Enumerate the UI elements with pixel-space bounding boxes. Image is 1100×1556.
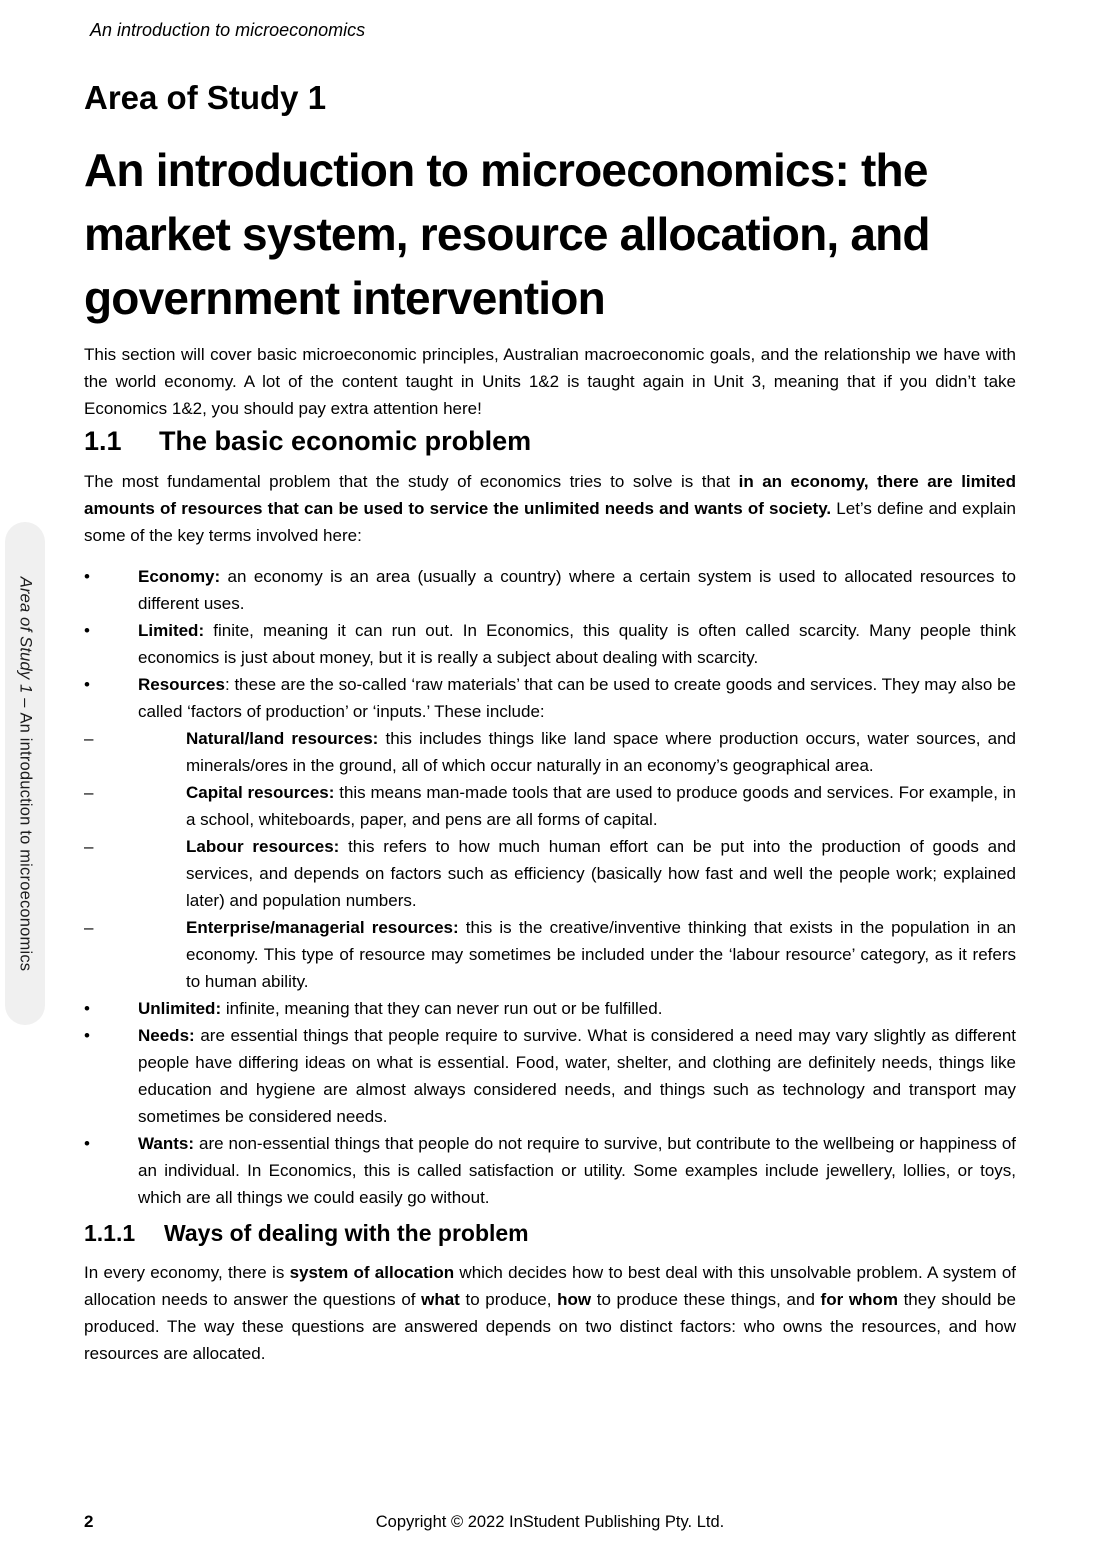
list-item-needs bbox=[84, 1022, 1016, 1130]
section-1-1-title: The basic economic problem bbox=[159, 426, 532, 456]
section-1-1-1-title: Ways of dealing with the problem bbox=[164, 1220, 529, 1246]
section-1-1-1-number: 1.1.1 bbox=[84, 1220, 136, 1246]
area-of-study-heading: Area of Study 1 bbox=[84, 79, 327, 116]
list-item-economy bbox=[84, 563, 1016, 617]
list-item-text: Economy: an economy is an area (usually a country) where a certain system is used to allocated resources to different uses. bbox=[138, 567, 1016, 613]
side-tab-label: Area of Study 1 – An introduction to microeconomics bbox=[16, 576, 35, 971]
page-title: An introduction to microeconomics: the market system, resource allocation, and government intervention bbox=[84, 144, 930, 324]
sublist-item-labour-resources bbox=[84, 833, 1016, 914]
page-number: 2 bbox=[84, 1512, 94, 1531]
copyright-notice: Copyright © 2022 InStudent Publishing Pty. Ltd. bbox=[375, 1513, 725, 1531]
main-column bbox=[84, 0, 1016, 1367]
list-item-text: Wants: are non-essential things that people do not require to survive, but contribute to the wellbeing or happiness of an individual. In Economics, this is called satisfaction or utility. Some examples include jewellery, lollies, or toys, which are all things we could easily go without. bbox=[138, 1134, 1016, 1207]
list-item-resources bbox=[84, 671, 1016, 725]
section-1-1-number: 1.1 bbox=[84, 426, 122, 456]
bullet-marker: • bbox=[84, 621, 90, 640]
list-item-limited bbox=[84, 617, 1016, 671]
bullet-marker: • bbox=[84, 999, 90, 1018]
bullet-marker: • bbox=[84, 1026, 90, 1045]
sublist-item-text: Capital resources: this means man-made tools that are used to produce goods and services. For example, in a school, whiteboards, paper, and pens are all forms of capital. bbox=[186, 783, 1016, 829]
dash-marker: – bbox=[84, 783, 94, 802]
sublist-item-capital-resources bbox=[84, 779, 1016, 833]
list-item-wants bbox=[84, 1130, 1016, 1211]
bullet-marker: • bbox=[84, 567, 90, 586]
list-item-text: Resources: these are the so-called ‘raw materials’ that can be used to create goods and services. They may also be called ‘factors of production’ or ‘inputs.’ These include: bbox=[138, 675, 1016, 721]
list-item-text: Limited: finite, meaning it can run out. In Economics, this quality is often called scarcity. Many people think economics is just about money, but it is really a subject about dealing with scarcity. bbox=[138, 621, 1016, 667]
list-item-text: Unlimited: infinite, meaning that they can never run out or be fulfilled. bbox=[138, 999, 663, 1018]
dash-marker: – bbox=[84, 729, 94, 748]
list-item-text: Needs: are essential things that people require to survive. What is considered a need may vary slightly as different people have differing ideas on what is essential. Food, water, shelter, and clothing are definitely needs, things like education and hygiene are almost always considered needs, and things such as technology and transport may sometimes be considered needs. bbox=[138, 1026, 1016, 1126]
sublist-item-enterprise-resources bbox=[84, 914, 1016, 995]
section-1-1-lead-paragraph: The most fundamental problem that the study of economics tries to solve is that in an economy, there are limited amounts of resources that can be used to service the unlimited needs and wants of society. Let’s define and explain some of the key terms involved here: bbox=[84, 472, 1016, 545]
sublist-item-natural-land-resources bbox=[84, 725, 1016, 779]
page-footer bbox=[84, 1510, 1016, 1534]
section-1-1-heading bbox=[84, 426, 1016, 457]
side-tab bbox=[5, 522, 45, 1025]
running-header: An introduction to microeconomics bbox=[90, 20, 366, 40]
section-1-1-1-paragraph: In every economy, there is system of allocation which decides how to best deal with this unsolvable problem. A system of allocation needs to answer the questions of what to produce, how to produce these things, and for whom they should be produced. The way these questions are answered depends on two distinct factors: who owns the resources, and how resources are allocated. bbox=[84, 1263, 1016, 1363]
key-terms-list bbox=[84, 563, 1016, 1211]
bullet-marker: • bbox=[84, 1134, 90, 1153]
dash-marker: – bbox=[84, 837, 94, 856]
bullet-marker: • bbox=[84, 675, 90, 694]
dash-marker: – bbox=[84, 918, 94, 937]
sublist-item-text: Natural/land resources: this includes things like land space where production occurs, water sources, and minerals/ores in the ground, all of which occur naturally in an economy’s geographical area. bbox=[186, 729, 1016, 775]
sublist-item-text: Labour resources: this refers to how much human effort can be put into the production of goods and services, and depends on factors such as efficiency (basically how fast and well the people work; explained later) and population numbers. bbox=[186, 837, 1016, 910]
section-1-1-1-heading bbox=[84, 1219, 1016, 1247]
sublist-item-text: Enterprise/managerial resources: this is the creative/inventive thinking that exists in the population in an economy. This type of resource may sometimes be included under the ‘labour resource’ category, as it refers to human ability. bbox=[186, 918, 1016, 991]
list-item-unlimited bbox=[84, 995, 1016, 1022]
intro-paragraph: This section will cover basic microeconomic principles, Australian macroeconomic goals, and the relationship we have with the world economy. A lot of the content taught in Units 1&2 is taught again in Unit 3, meaning that if you didn’t take Economics 1&2, you should pay extra attention here! bbox=[84, 345, 1016, 418]
